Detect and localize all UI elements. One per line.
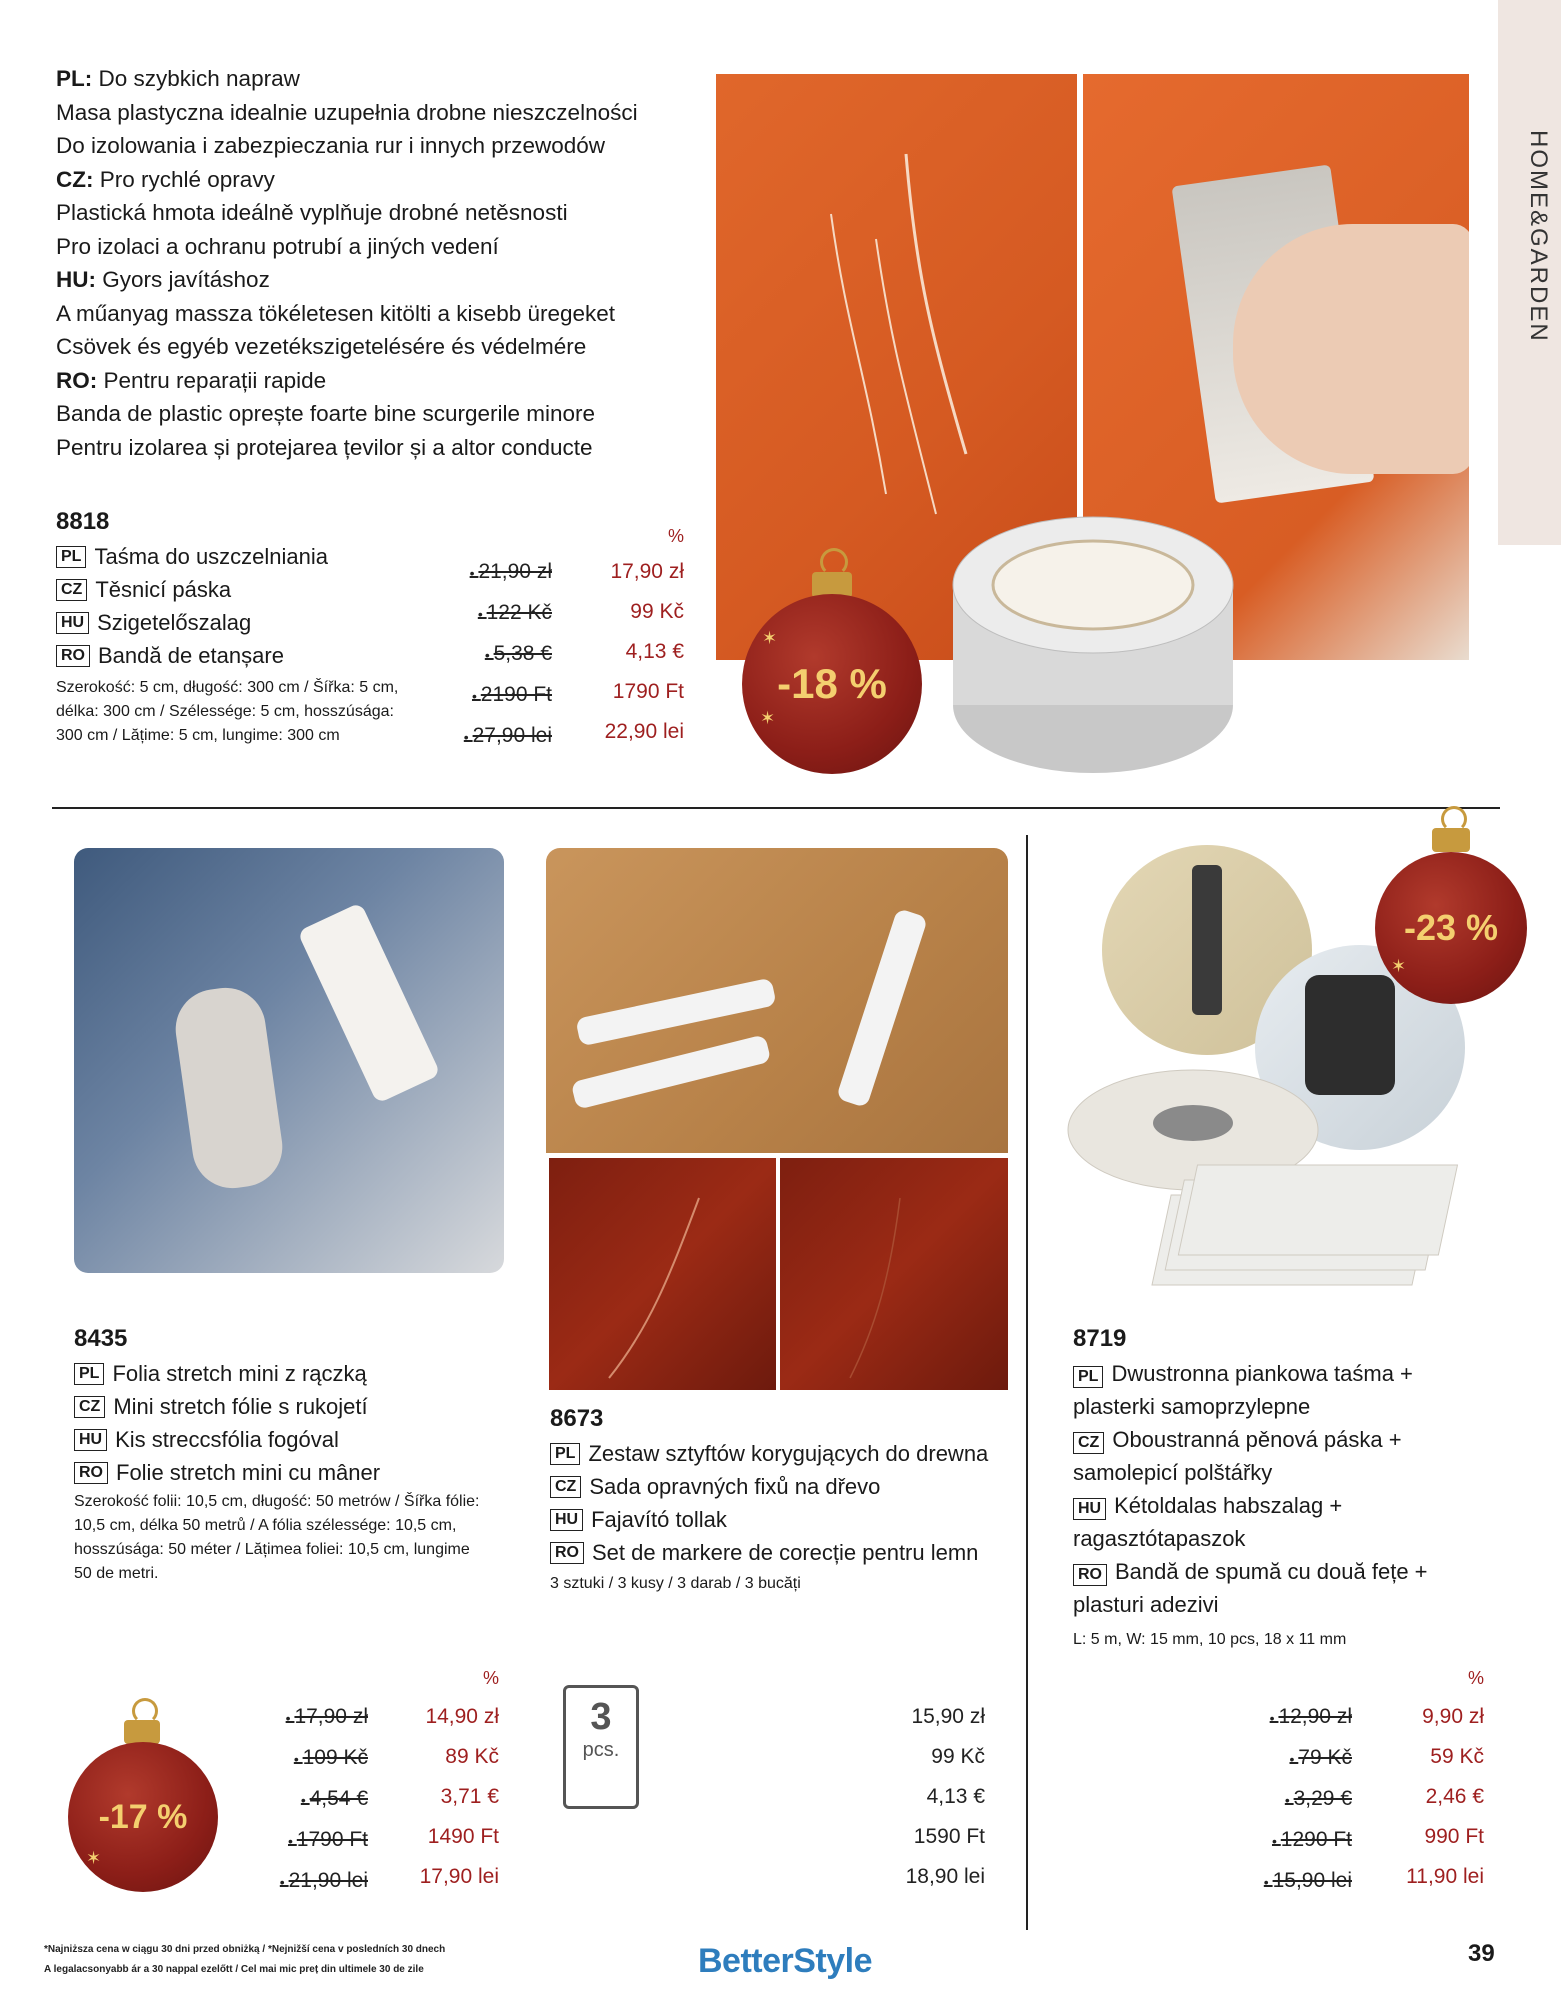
lang-row (1073, 1489, 1493, 1555)
product-8818-old-prices (440, 552, 552, 757)
intro-line-4: Plastická hmota ideálně vyplňuje drobné netěsnosti (56, 200, 568, 225)
old-price: • 1290 Ft (1240, 1820, 1352, 1861)
intro-line-0: PL: Do szybkich napraw (56, 66, 300, 91)
scratch-before-photo (549, 1158, 776, 1390)
old-price: • 12,90 zł (1240, 1697, 1352, 1738)
lang-code: PL (56, 546, 86, 568)
price: 99 Kč (931, 1745, 985, 1768)
lang-row (74, 1456, 534, 1489)
product-name: Mini stretch fólie s rukojetí (113, 1393, 368, 1419)
price: 18,90 lei (905, 1865, 985, 1888)
new-price: 11,90 lei (1406, 1865, 1484, 1888)
brand-logo: BetterStyle (698, 1942, 873, 1980)
product-8818-sku: 8818 (56, 508, 110, 535)
lang-code: PL (74, 1363, 104, 1385)
lang-code: CZ (1073, 1432, 1104, 1454)
marker (575, 978, 776, 1047)
product-name: Fajavító tollak (591, 1506, 727, 1532)
product-name: Set de markere de corecție pentru lemn (592, 1539, 979, 1565)
ornament-cap (124, 1720, 160, 1744)
new-price: 17,90 zł (610, 560, 684, 583)
price: 15,90 zł (911, 1705, 985, 1728)
old-price: • 1790 Ft (256, 1820, 368, 1861)
new-price: 3,71 € (440, 1785, 499, 1808)
price: 1590 Ft (913, 1825, 985, 1848)
new-price: 59 Kč (1430, 1745, 1484, 1768)
page-number: 39 (1468, 1940, 1495, 1967)
lang-code: HU (1073, 1498, 1106, 1520)
category-label: HOME&GARDEN (1525, 130, 1552, 343)
new-price: 14,90 zł (425, 1705, 499, 1728)
new-price: 89 Kč (445, 1745, 499, 1768)
old-price: • 21,90 zł (440, 552, 552, 593)
star-icon: ✶ (86, 1848, 102, 1868)
new-price: 99 Kč (630, 600, 684, 623)
intro-text (56, 62, 716, 464)
wrapped-vase (171, 983, 288, 1194)
new-price: 1490 Ft (427, 1825, 499, 1848)
pieces-badge (563, 1685, 639, 1809)
old-price: • 27,90 lei (440, 716, 552, 757)
product-8719-sku: 8719 (1073, 1325, 1127, 1352)
lang-row (550, 1536, 1020, 1569)
lang-row (56, 639, 456, 672)
intro-line-3: CZ: Pro rychlé opravy (56, 166, 275, 192)
product-8719-old-prices (1240, 1697, 1352, 1902)
discount-badge: -17 % (68, 1742, 218, 1892)
lang-code: HU (74, 1429, 107, 1451)
product-8818-names (56, 540, 456, 672)
product-8435-spec: Szerokość folii: 10,5 cm, długość: 50 metrów / Šířka fólie: 10,5 cm, délka 50 metrů / A fólia szélessége: 10,5 cm, hosszúsága: 50 méter / Lățimea foliei: 10,5 cm, lungime 50 de metri. (74, 1493, 480, 1582)
product-8673-prices (850, 1697, 985, 1897)
scratch-after-photo (780, 1158, 1008, 1390)
old-price: • 79 Kč (1240, 1738, 1352, 1779)
new-price: 1790 Ft (612, 680, 684, 703)
new-price: 990 Ft (1424, 1825, 1484, 1848)
product-name: Těsnicí páska (95, 576, 232, 602)
footnote-line: *Najniższa cena w ciągu 30 dni przed obniżką / *Nejnižší cena v posledních 30 dnech (44, 1944, 446, 1955)
scratch-icon (780, 1158, 1008, 1390)
product-8719-names (1073, 1357, 1493, 1621)
discount-percent-sign: % (667, 526, 684, 546)
pieces-count: 3 (590, 1696, 612, 1738)
discount-badge: -18 % (742, 594, 922, 774)
old-price: • 109 Kč (256, 1738, 368, 1779)
lang-code: RO (56, 645, 90, 667)
product-name: Taśma do uszczelniania (94, 543, 329, 569)
intro-line-1: Masa plastyczna idealnie uzupełnia drobne nieszczelności (56, 99, 638, 125)
lang-row (74, 1390, 534, 1423)
intro-line-7: A műanyag massza tökéletesen kitölti a kisebb üregeket (56, 300, 616, 326)
product-8818-spec: Szerokość: 5 cm, długość: 300 cm / Šířka: 5 cm, délka: 300 cm / Szélessége: 5 cm, hosszúsága: 300 cm / Lățime: 5 cm, lungime: 300 cm (56, 679, 399, 744)
old-price: • 15,90 lei (1240, 1861, 1352, 1902)
lang-code: PL (550, 1443, 580, 1465)
old-price: • 2190 Ft (440, 675, 552, 716)
discount-ornament-23 (1375, 806, 1529, 1006)
lang-code: HU (550, 1509, 583, 1531)
lang-code: CZ (550, 1476, 581, 1498)
horizontal-divider (52, 807, 1500, 809)
ornament-cap (1432, 828, 1470, 852)
product-name: Bandă de spumă cu două fețe + plasturi adezivi (1073, 1559, 1428, 1617)
lang-row (74, 1423, 534, 1456)
product-name: Dwustronna piankowa taśma + plasterki samoprzylepne (1073, 1361, 1413, 1419)
new-price: 22,90 lei (604, 720, 684, 743)
lang-row (550, 1437, 1020, 1470)
intro-line-10: Banda de plastic oprește foarte bine scurgerile minore (56, 401, 596, 426)
lang-row (56, 573, 456, 606)
lang-code: RO (1073, 1564, 1107, 1586)
product-8673-sku: 8673 (550, 1405, 604, 1432)
intro-line-11: Pentru izolarea și protejarea țevilor și a altor conducte (56, 434, 593, 460)
star-icon: ✶ (762, 628, 778, 648)
product-8719-new-prices (1360, 1697, 1484, 1897)
lang-code: PL (1073, 1366, 1103, 1388)
intro-line-9: RO: Pentru reparații rapide (56, 367, 327, 393)
product-name: Folie stretch mini cu mâner (116, 1459, 381, 1485)
lang-row (1073, 1357, 1493, 1423)
old-price: • 21,90 lei (256, 1861, 368, 1902)
product-8435-old-prices (256, 1697, 368, 1902)
lang-row (1073, 1555, 1493, 1621)
old-price: • 122 Kč (440, 593, 552, 634)
star-icon: ✶ (760, 708, 776, 728)
product-name: Kétoldalas habszalag + ragasztótapaszok (1073, 1493, 1343, 1551)
lang-row (1073, 1423, 1493, 1489)
product-8719-spec: L: 5 m, W: 15 mm, 10 pcs, 18 x 11 mm (1073, 1631, 1347, 1648)
product-name: Sada opravných fixů na dřevo (589, 1473, 881, 1499)
new-price: 9,90 zł (1422, 1705, 1484, 1728)
foam-tape-product (1063, 1045, 1503, 1315)
product-name: Folia stretch mini z rączką (112, 1360, 367, 1386)
new-price: 2,46 € (1425, 1785, 1484, 1808)
intro-line-2: Do izolowania i zabezpieczania rur i innych przewodów (56, 133, 606, 158)
lang-row (56, 540, 456, 573)
product-8818-new-prices (560, 552, 684, 752)
old-price: • 4,54 € (256, 1779, 368, 1820)
product-8435-new-prices (375, 1697, 499, 1897)
product-name: Szigetelőszalag (97, 609, 252, 635)
footnote (44, 1940, 644, 1980)
mounted-item (1192, 865, 1222, 1015)
stretch-film-photo (74, 848, 504, 1273)
product-8435-names (74, 1357, 534, 1489)
hand-shape (1233, 224, 1469, 474)
price: 4,13 € (926, 1785, 985, 1808)
old-price: • 17,90 zł (256, 1697, 368, 1738)
lang-code: HU (56, 612, 89, 634)
marker (571, 1034, 772, 1110)
vertical-divider (1026, 835, 1028, 1930)
film-roll (297, 902, 441, 1104)
lang-code: RO (74, 1462, 108, 1484)
star-icon: ✶ (1391, 956, 1407, 976)
product-name: Zestaw sztyftów korygujących do drewna (588, 1440, 989, 1466)
intro-line-5: Pro izolaci a ochranu potrubí a jiných vedení (56, 233, 499, 259)
product-8673-names (550, 1437, 1020, 1569)
product-8435-sku: 8435 (74, 1325, 128, 1352)
pieces-unit: pcs. (582, 1739, 620, 1761)
lang-code: CZ (56, 579, 87, 601)
footnote-line: A legalacsonyabb ár a 30 nappal ezelőtt / Cel mai mic preț din ultimele 30 de zile (44, 1964, 424, 1975)
tape-roll-image (948, 515, 1238, 777)
discount-percent-sign: % (1467, 1668, 1484, 1688)
product-name: Oboustranná pěnová páska + samolepicí polštářky (1073, 1427, 1402, 1485)
product-name: Kis streccsfólia fogóval (115, 1426, 339, 1452)
intro-line-6: HU: Gyors javításhoz (56, 267, 270, 292)
lang-row (74, 1357, 534, 1390)
lang-code: CZ (74, 1396, 105, 1418)
discount-badge: -23 % (1375, 852, 1527, 1004)
lang-code: RO (550, 1542, 584, 1564)
new-price: 17,90 lei (419, 1865, 499, 1888)
discount-ornament-18 (742, 548, 924, 776)
discount-percent-sign: % (482, 1668, 499, 1688)
discount-ornament-17 (68, 1698, 220, 1894)
product-name: Bandă de etanșare (98, 642, 284, 668)
marker (836, 908, 928, 1108)
product-8673-spec: 3 sztuki / 3 kusy / 3 darab / 3 bucăți (550, 1575, 801, 1592)
lang-row (56, 606, 456, 639)
wood-markers-photo (546, 848, 1008, 1153)
old-price: • 5,38 € (440, 634, 552, 675)
lang-row (550, 1470, 1020, 1503)
scratch-icon (549, 1158, 776, 1390)
old-price: • 3,29 € (1240, 1779, 1352, 1820)
lang-row (550, 1503, 1020, 1536)
new-price: 4,13 € (625, 640, 684, 663)
intro-line-8: Csövek és egyéb vezetékszigetelésére és védelmére (56, 334, 587, 359)
